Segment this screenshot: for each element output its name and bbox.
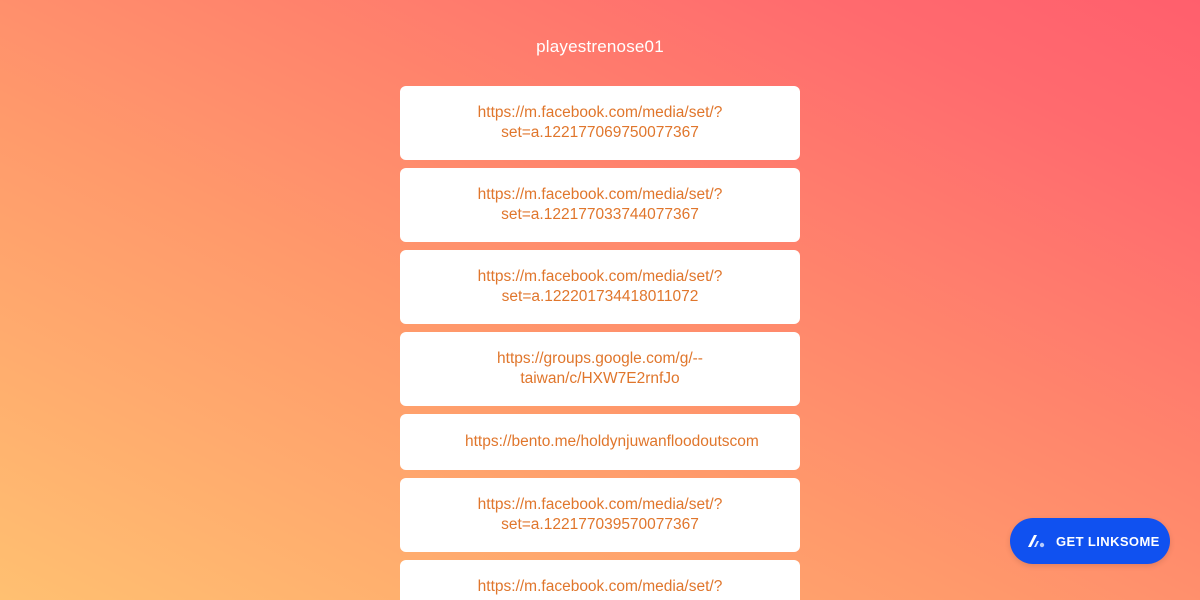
link-text-line: https://m.facebook.com/media/set/? (477, 268, 723, 285)
link-card[interactable] (400, 478, 800, 552)
link-text-line: taiwan/c/HXW7E2rnfJo (520, 370, 680, 387)
link-card[interactable] (400, 560, 800, 600)
get-linksome-button[interactable] (1010, 518, 1170, 564)
link-text-line: https://m.facebook.com/media/set/? (477, 496, 723, 513)
link-card[interactable] (400, 168, 800, 242)
link-text-line: set=a.122201734418011072 (501, 288, 699, 305)
link-text-line: set=a.122177069750077367 (501, 124, 699, 141)
link-text-line: set=a.122177033744077367 (501, 206, 699, 223)
link-card[interactable] (400, 332, 800, 406)
link-text-line: https://m.facebook.com/media/set/? (477, 104, 723, 121)
get-linksome-label: GET LINKSOME (1056, 533, 1160, 549)
link-card[interactable] (400, 250, 800, 324)
link-card[interactable] (400, 414, 800, 470)
linksome-logo-icon (1026, 533, 1046, 549)
link-text-line: set=a.122177039570077367 (501, 516, 699, 533)
link-card[interactable] (400, 86, 800, 160)
link-text-line: https://groups.google.com/g/-- (497, 350, 703, 367)
link-text-line: https://bento.me/holdynjuwanfloodoutscom (465, 433, 759, 450)
links-list (400, 86, 800, 600)
link-text-line: https://m.facebook.com/media/set/? (477, 578, 723, 595)
profile-username: playestrenose01 (536, 37, 664, 56)
link-text-line: https://m.facebook.com/media/set/? (477, 186, 723, 203)
